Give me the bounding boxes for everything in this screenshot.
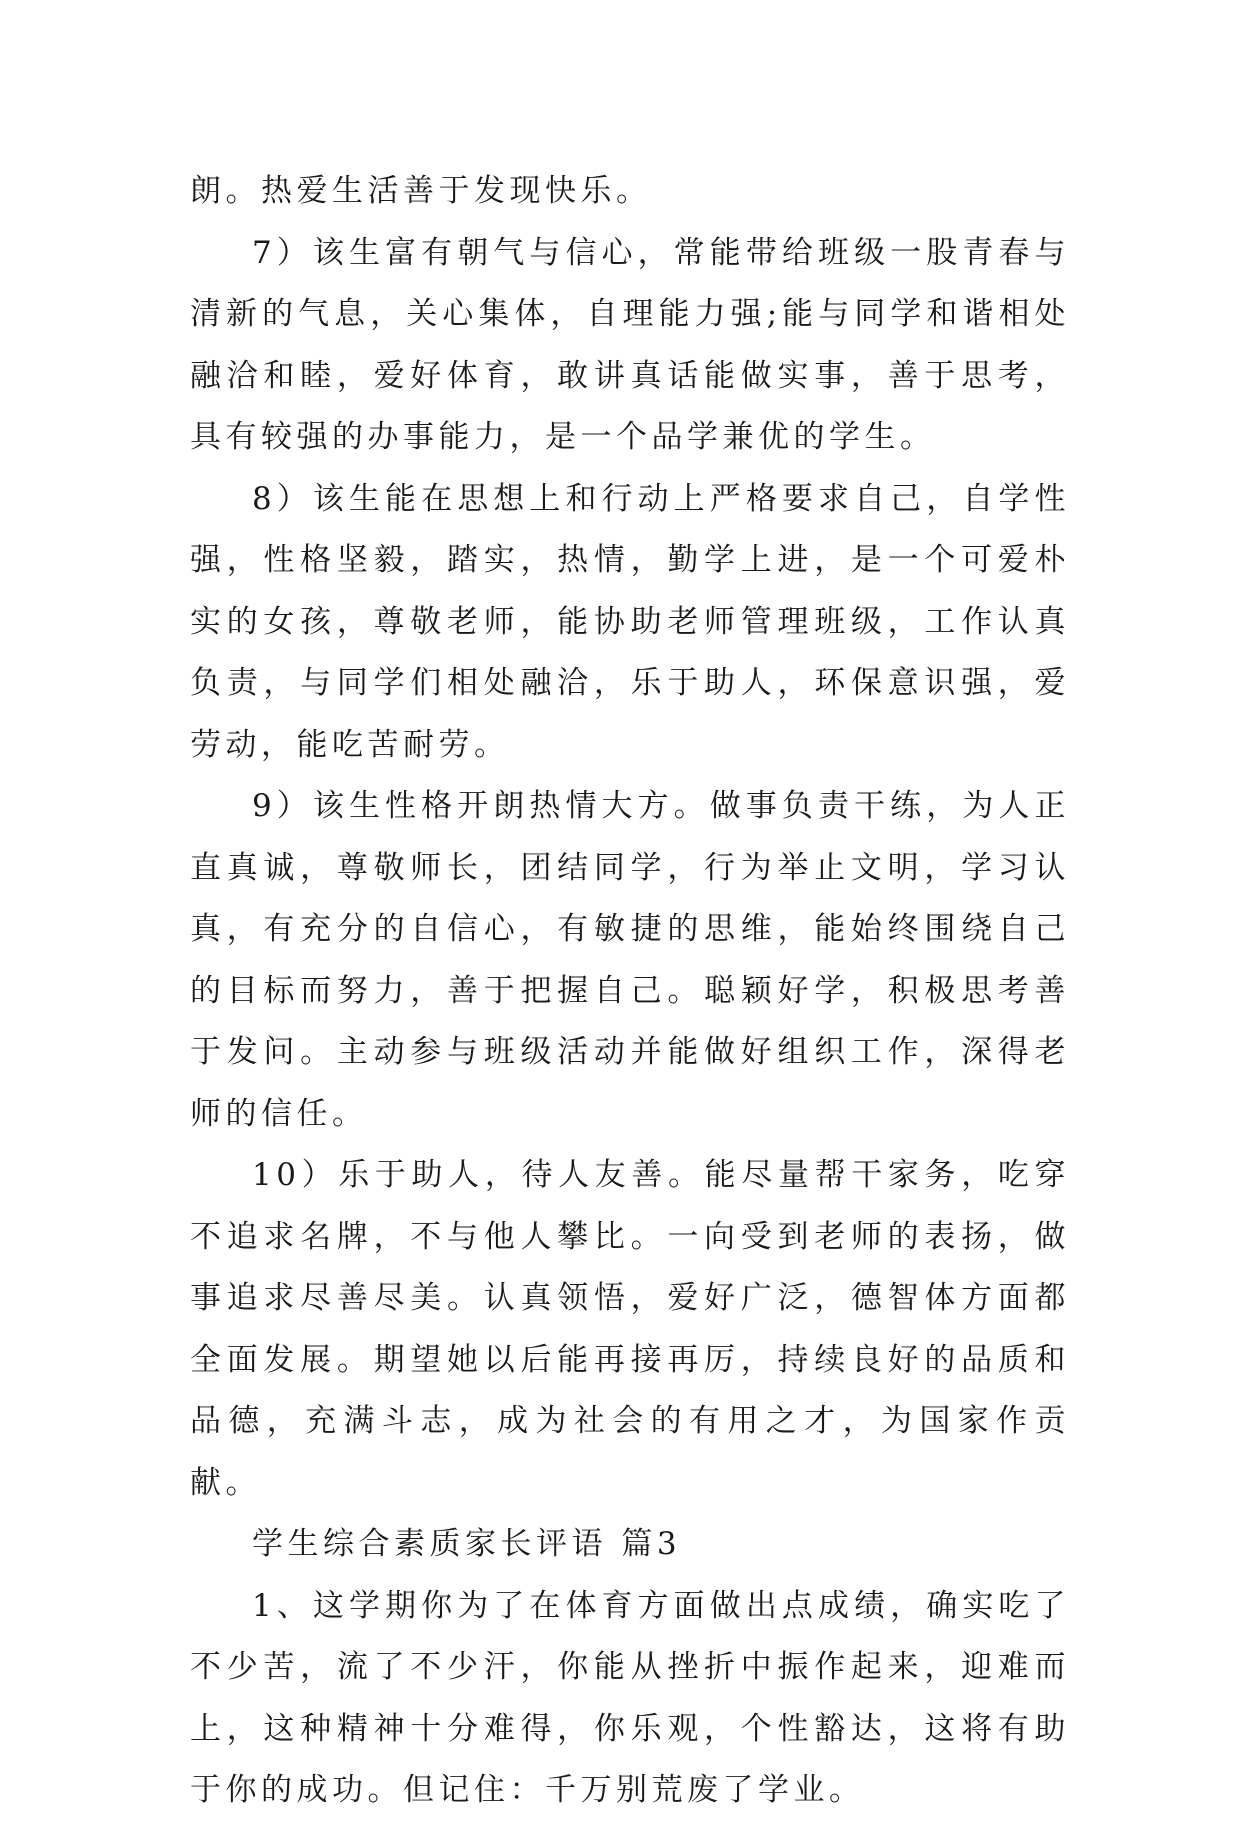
- paragraph-comment-7: 7）该生富有朝气与信心，常能带给班级一股青春与清新的气息，关心集体，自理能力强;能与同学和谐相处融洽和睦，爱好体育，敢讲真话能做实事，善于思考，具有较强的办事能力，是一个品学兼优的学生。: [190, 234, 1070, 455]
- paragraph-comment-1: 1、这学期你为了在体育方面做出点成绩，确实吃了不少苦，流了不少汗，你能从挫折中振作起来，迎难而上，这种精神十分难得，你乐观，个性豁达，这将有助于你的成功。但记住：千万别荒废了学业。: [190, 1587, 1070, 1808]
- paragraph-comment-8: 8）该生能在思想上和行动上严格要求自己，自学性强，性格坚毅，踏实，热情，勤学上进，是一个可爱朴实的女孩，尊敬老师，能协助老师管理班级，工作认真负责，与同学们相处融洽，乐于助人，环保意识强，爱劳动，能吃苦耐劳。: [190, 480, 1070, 763]
- document-body: [190, 161, 1070, 1822]
- section-heading: 学生综合素质家长评语 篇3: [252, 1526, 682, 1562]
- paragraph-comment-9: 9）该生性格开朗热情大方。做事负责干练，为人正直真诚，尊敬师长，团结同学，行为举止文明，学习认真，有充分的自信心，有敏捷的思维，能始终围绕自己的目标而努力，善于把握自己。聪颖好学，积极思考善于发问。主动参与班级活动并能做好组织工作，深得老师的信任。: [190, 788, 1070, 1132]
- paragraph-comment-10: 10）乐于助人，待人友善。能尽量帮干家务，吃穿不追求名牌，不与他人攀比。一向受到老师的表扬，做事追求尽善尽美。认真领悟，爱好广泛，德智体方面都全面发展。期望她以后能再接再厉，持续良好的品质和品德，充满斗志，成为社会的有用之才，为国家作贡献。: [190, 1157, 1070, 1501]
- paragraph-continuation: 朗。热爱生活善于发现快乐。: [190, 173, 652, 209]
